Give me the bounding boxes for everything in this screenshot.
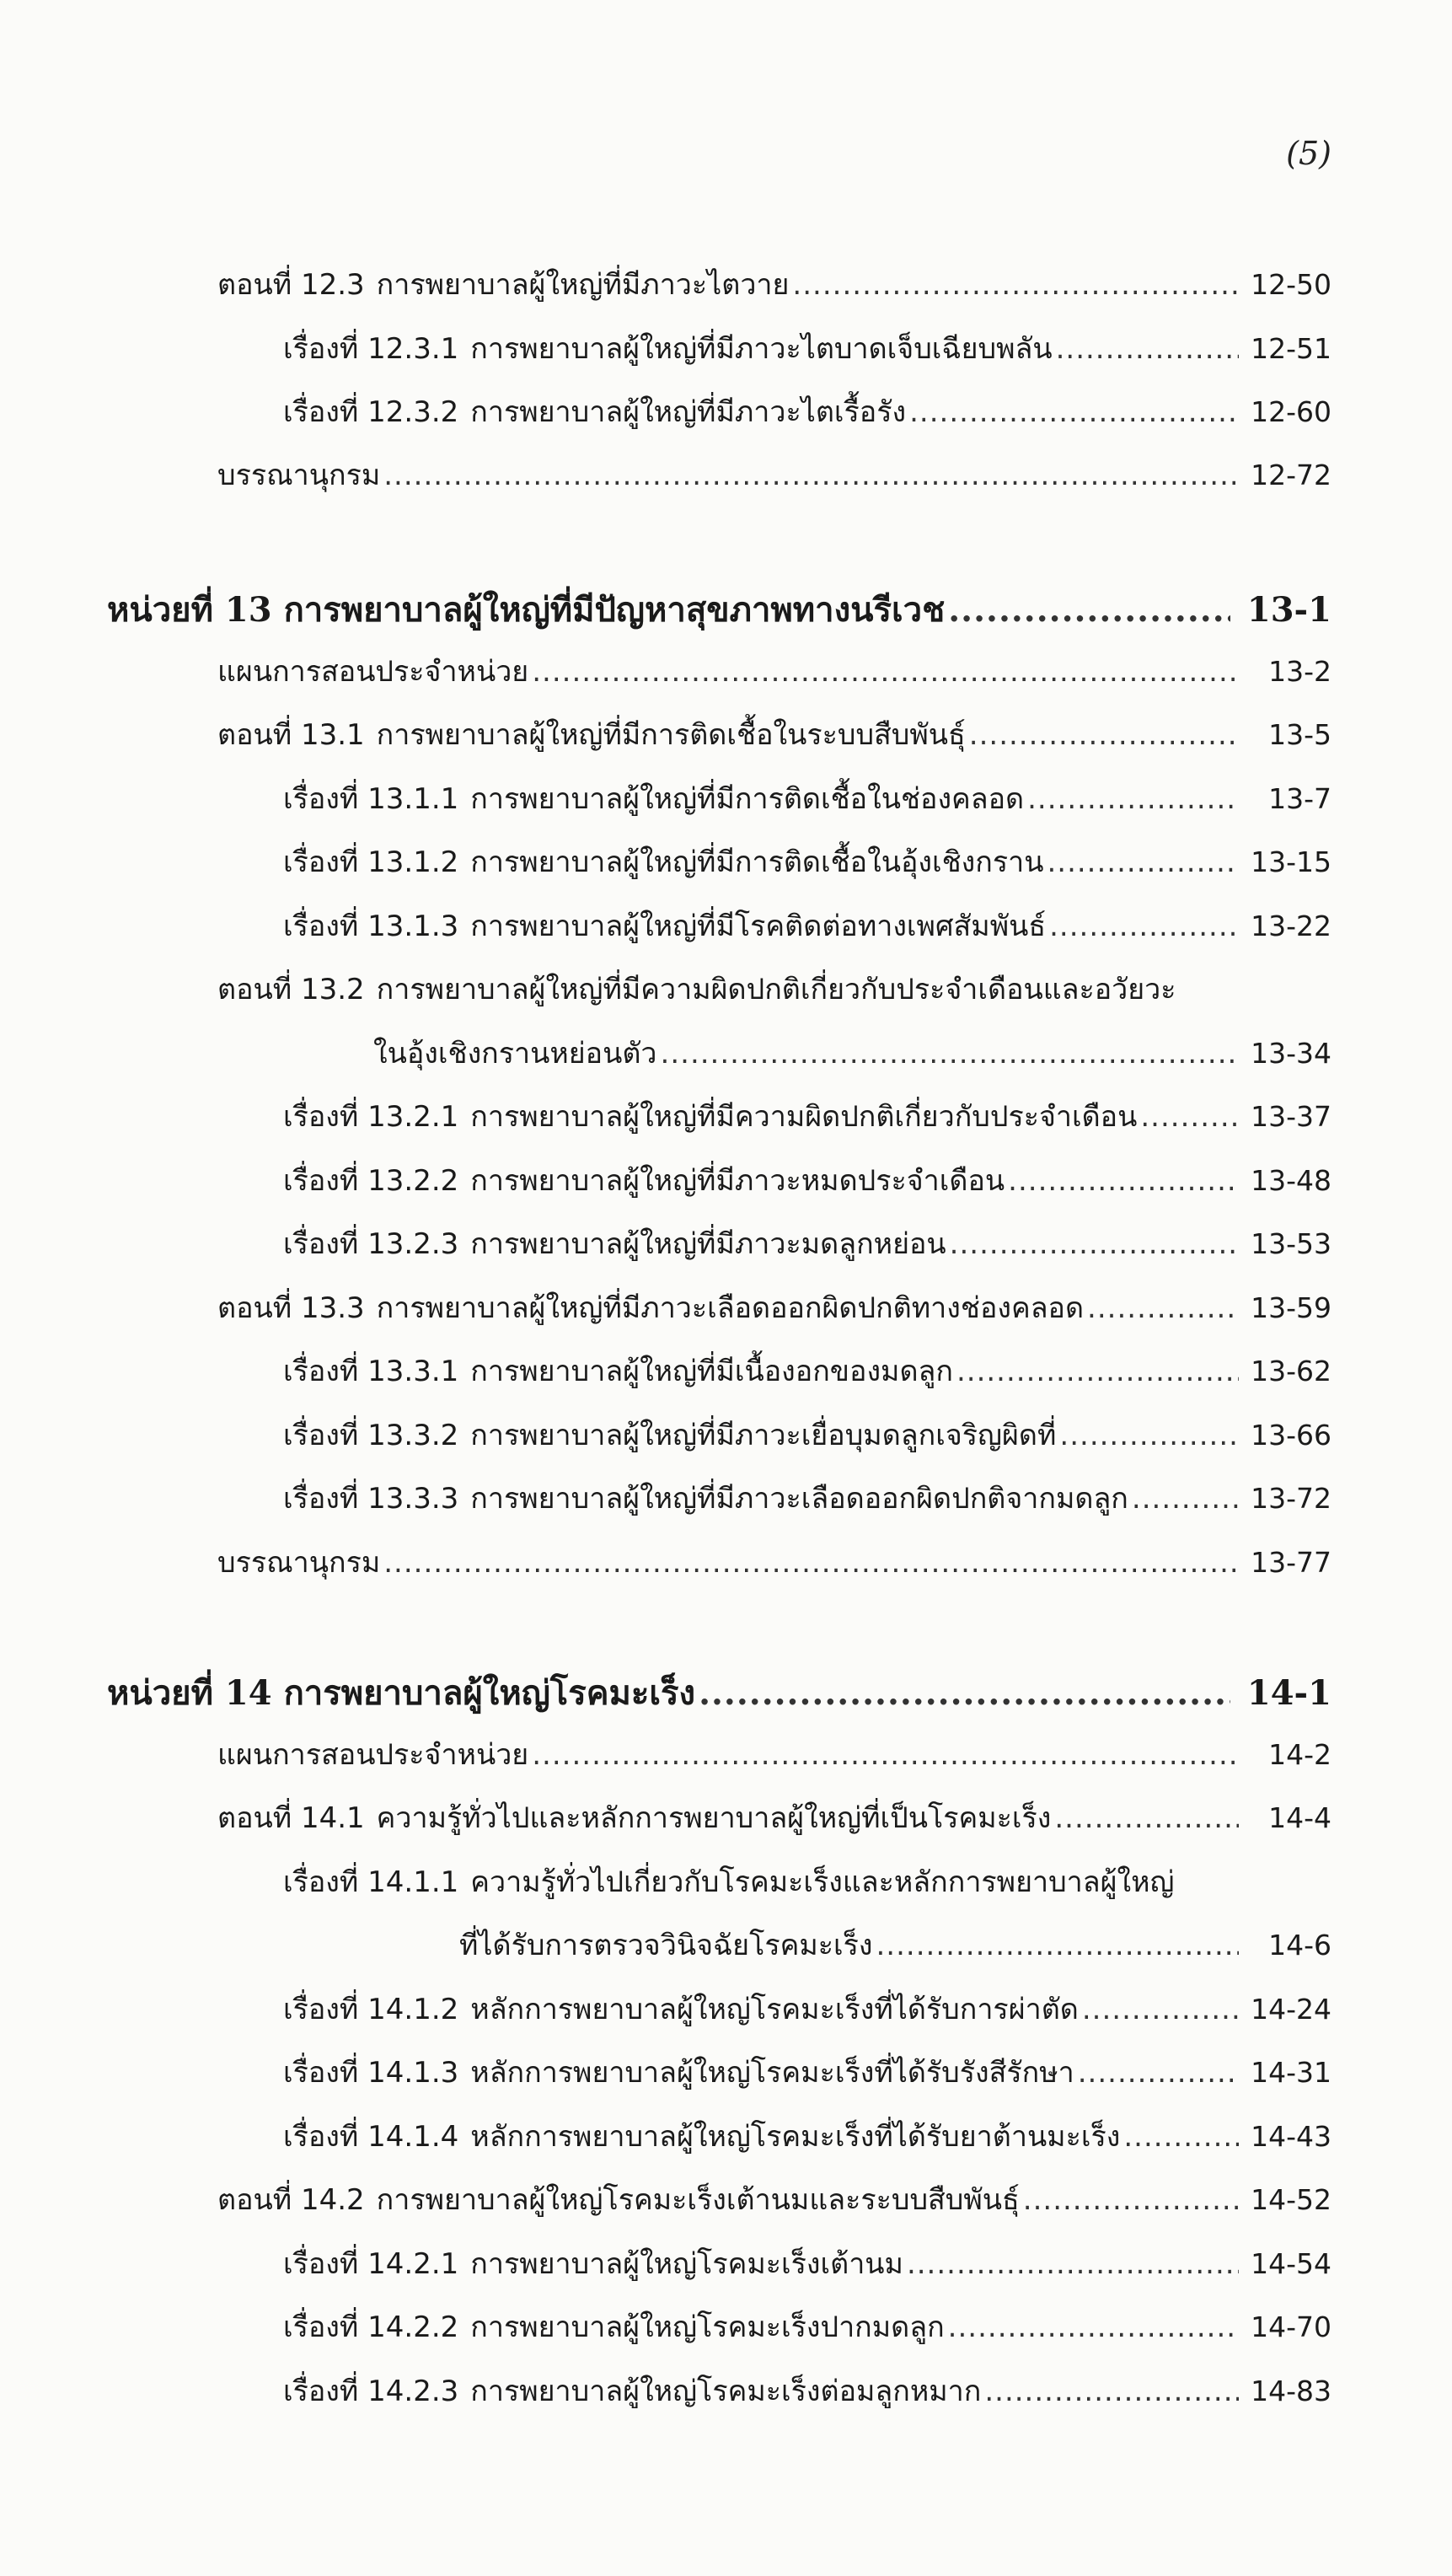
toc-title: การพยาบาลผู้ใหญ่โรคมะเร็งต่อมลูกหมาก	[470, 2375, 982, 2408]
toc-title: การพยาบาลผู้ใหญ่ที่มีภาวะมดลูกหย่อน	[470, 1227, 946, 1261]
toc-label: หน่วยที่ 13	[107, 590, 272, 630]
toc-leader	[532, 1735, 1239, 1775]
toc-label: เรื่องที่ 14.1.2	[283, 1993, 459, 2026]
toc-entry-topic[interactable]	[283, 1862, 1331, 1902]
toc-leader	[1047, 842, 1239, 883]
toc-title: ความรู้ทั่วไปและหลักการพยาบาลผู้ใหญ่ที่เป็นโรคมะเร็ง	[376, 1801, 1052, 1835]
toc-entry-section[interactable]	[217, 715, 1331, 755]
toc-page: 13-62	[1251, 1355, 1331, 1387]
toc-leader	[1023, 2180, 1239, 2220]
toc-page: 13-72	[1251, 1482, 1331, 1515]
toc-page: 13-5	[1268, 718, 1331, 751]
toc-title: การพยาบาลผู้ใหญ่โรคมะเร็งเต้านมและระบบสืบพันธุ์	[376, 2183, 1020, 2217]
toc-label: เรื่องที่ 13.1.1	[283, 782, 459, 816]
toc-entry-section[interactable]	[217, 1798, 1331, 1838]
toc-leader	[907, 2244, 1239, 2284]
toc-page: 13-59	[1251, 1291, 1331, 1324]
toc-leader	[948, 587, 1230, 634]
toc-title: บรรณานุกรม	[217, 1546, 381, 1580]
toc-page: 13-34	[1251, 1037, 1331, 1070]
toc-title: การพยาบาลผู้ใหญ่ที่มีปัญหาสุขภาพทางนรีเวช	[283, 590, 946, 630]
toc-title: หลักการพยาบาลผู้ใหญ่โรคมะเร็งที่ได้รับยาต้านมะเร็ง	[470, 2120, 1121, 2154]
toc-leader	[1054, 1798, 1239, 1838]
toc-page: 13-48	[1251, 1164, 1331, 1197]
toc-label: ตอนที่ 13.2	[217, 973, 365, 1006]
toc-entry-unit[interactable]	[107, 587, 1331, 634]
toc-entry-bibliography[interactable]	[217, 455, 1331, 496]
toc-title: การพยาบาลผู้ใหญ่ที่มีการติดเชื้อในอุ้งเชิงกราน	[470, 845, 1044, 879]
toc-entry-section[interactable]	[217, 265, 1331, 305]
toc-entry-section[interactable]	[217, 969, 1331, 1010]
toc-entry-topic[interactable]	[283, 2117, 1331, 2157]
toc-entry-topic[interactable]	[283, 1161, 1331, 1201]
toc-entry-topic[interactable]	[283, 1415, 1331, 1456]
toc-label: เรื่องที่ 14.1.1	[283, 1865, 459, 1899]
toc-page: 13-37	[1251, 1100, 1331, 1133]
toc-page: 14-70	[1251, 2310, 1331, 2343]
toc-title: การพยาบาลผู้ใหญ่ที่มีภาวะเลือดออกผิดปกติจากมดลูก	[470, 1482, 1128, 1516]
toc-page: 14-24	[1251, 1993, 1331, 2026]
toc-page: 14-83	[1251, 2375, 1331, 2407]
toc-leader	[1049, 906, 1239, 947]
toc-page: 12-50	[1251, 268, 1331, 301]
toc-leader	[876, 1925, 1240, 1966]
toc-title: การพยาบาลผู้ใหญ่ที่มีโรคติดต่อทางเพศสัมพันธ์	[470, 910, 1047, 943]
toc-title: การพยาบาลผู้ใหญ่ที่มีการติดเชื้อในระบบสืบพันธุ์	[376, 718, 966, 752]
toc-entry-continuation[interactable]	[459, 1925, 1331, 1966]
toc-title: หลักการพยาบาลผู้ใหญ่โรคมะเร็งที่ได้รับรังสีรักษา	[470, 2056, 1074, 2090]
toc-leader	[984, 2371, 1239, 2412]
toc-leader	[661, 1033, 1239, 1074]
toc-leader	[532, 652, 1239, 692]
toc-title: การพยาบาลผู้ใหญ่ที่มีภาวะไตเรื้อรัง	[470, 395, 907, 429]
toc-leader	[1056, 329, 1239, 369]
toc-entry-topic[interactable]	[283, 2371, 1331, 2412]
toc-label: ตอนที่ 14.2	[217, 2183, 365, 2217]
toc-label: เรื่องที่ 12.3.2	[283, 395, 459, 429]
toc-leader	[909, 392, 1239, 432]
toc-label: เรื่องที่ 14.2.2	[283, 2310, 459, 2344]
toc-leader	[1059, 1415, 1239, 1456]
toc-entry-topic[interactable]	[283, 2053, 1331, 2093]
toc-leader	[1008, 1161, 1239, 1201]
toc-entry-topic[interactable]	[283, 329, 1331, 369]
toc-leader	[948, 2307, 1239, 2348]
toc-entry-topic[interactable]	[283, 842, 1331, 883]
toc-entry-unit[interactable]	[107, 1670, 1331, 1717]
toc-page: 14-1	[1246, 1673, 1331, 1713]
toc-page: 12-51	[1251, 332, 1331, 365]
toc-title: แผนการสอนประจำหน่วย	[217, 1738, 529, 1772]
toc-label: ตอนที่ 13.1	[217, 718, 365, 752]
toc-title: การพยาบาลผู้ใหญ่โรคมะเร็ง	[283, 1673, 696, 1713]
toc-entry-topic[interactable]	[283, 392, 1331, 432]
toc-page: 14-54	[1251, 2247, 1331, 2280]
toc-label: เรื่องที่ 13.2.3	[283, 1227, 459, 1261]
toc-entry-section[interactable]	[217, 2180, 1331, 2220]
toc-title: การพยาบาลผู้ใหญ่ที่มีเนื้องอกของมดลูก	[470, 1355, 953, 1388]
toc-page: 14-4	[1268, 1801, 1331, 1834]
toc-leader	[1132, 1479, 1239, 1519]
toc-page: 13-15	[1251, 845, 1331, 878]
toc-page: 14-6	[1268, 1929, 1331, 1962]
toc-entry-topic[interactable]	[283, 2244, 1331, 2284]
toc-page: 13-66	[1251, 1419, 1331, 1452]
toc-title: การพยาบาลผู้ใหญ่ที่มีภาวะเลือดออกผิดปกติทางช่องคลอด	[376, 1291, 1085, 1325]
page-number: (5)	[1286, 135, 1331, 172]
toc-entry-topic[interactable]	[283, 779, 1331, 819]
toc-entry-continuation[interactable]	[373, 1033, 1331, 1074]
toc-entry-topic[interactable]	[283, 2307, 1331, 2348]
toc-leader	[792, 265, 1239, 305]
toc-entry-teaching-plan[interactable]	[217, 652, 1331, 692]
toc-label: เรื่องที่ 14.2.1	[283, 2247, 459, 2281]
toc-leader	[1123, 2117, 1239, 2157]
toc-entry-topic[interactable]	[283, 1224, 1331, 1264]
toc-page: 14-31	[1251, 2056, 1331, 2089]
toc-label: ตอนที่ 12.3	[217, 268, 365, 302]
toc-leader	[699, 1670, 1230, 1717]
toc-title: การพยาบาลผู้ใหญ่โรคมะเร็งเต้านม	[470, 2247, 903, 2281]
toc-title: การพยาบาลผู้ใหญ่ที่มีภาวะเยื่อบุมดลูกเจริญผิดที่	[470, 1419, 1057, 1452]
toc-leader	[956, 1351, 1239, 1392]
toc-page: 14-2	[1268, 1738, 1331, 1771]
toc-title: การพยาบาลผู้ใหญ่ที่มีความผิดปกติเกี่ยวกับประจำเดือนและอวัยวะ	[376, 973, 1176, 1006]
toc-title: การพยาบาลผู้ใหญ่ที่มีความผิดปกติเกี่ยวกับประจำเดือน	[470, 1100, 1138, 1134]
toc-label: เรื่องที่ 14.1.3	[283, 2056, 459, 2090]
toc-entry-topic[interactable]	[283, 1351, 1331, 1392]
toc-page: 13-1	[1246, 590, 1331, 630]
toc-title: แผนการสอนประจำหน่วย	[217, 655, 529, 689]
toc-label: หน่วยที่ 14	[107, 1673, 272, 1713]
toc-label: เรื่องที่ 12.3.1	[283, 332, 459, 366]
toc-page: 14-52	[1251, 2183, 1331, 2216]
toc-page: 13-77	[1251, 1546, 1331, 1579]
toc-leader	[1082, 1989, 1239, 2030]
toc-label: เรื่องที่ 13.1.3	[283, 910, 459, 943]
toc-label: เรื่องที่ 13.1.2	[283, 845, 459, 879]
toc-label: ตอนที่ 14.1	[217, 1801, 365, 1835]
toc-page: 12-60	[1251, 395, 1331, 428]
toc-title: ที่ได้รับการตรวจวินิจฉัยโรคมะเร็ง	[459, 1929, 873, 1962]
toc-leader	[383, 455, 1239, 496]
toc-label: เรื่องที่ 14.2.3	[283, 2375, 459, 2408]
toc-label: เรื่องที่ 13.2.1	[283, 1100, 459, 1134]
toc-label: เรื่องที่ 13.3.2	[283, 1419, 459, 1452]
toc-title: บรรณานุกรม	[217, 459, 381, 492]
toc-leader	[969, 715, 1239, 755]
toc-entry-topic[interactable]	[283, 1097, 1331, 1137]
toc-leader	[1087, 1288, 1239, 1328]
toc-label: เรื่องที่ 13.3.3	[283, 1482, 459, 1516]
toc-page: 14-43	[1251, 2120, 1331, 2153]
toc-title: การพยาบาลผู้ใหญ่ที่มีภาวะไตวาย	[376, 268, 790, 302]
toc-page: 13-53	[1251, 1227, 1331, 1260]
toc-title: หลักการพยาบาลผู้ใหญ่โรคมะเร็งที่ได้รับการผ่าตัด	[470, 1993, 1079, 2026]
toc-entry-topic[interactable]	[283, 1989, 1331, 2030]
toc-leader	[1078, 2053, 1239, 2093]
toc-page: 13-7	[1268, 782, 1331, 815]
toc-entry-teaching-plan[interactable]	[217, 1735, 1331, 1775]
toc-title: การพยาบาลผู้ใหญ่โรคมะเร็งปากมดลูก	[470, 2310, 945, 2344]
toc-title: การพยาบาลผู้ใหญ่ที่มีภาวะหมดประจำเดือน	[470, 1164, 1005, 1198]
toc-leader	[1027, 779, 1239, 819]
toc-leader	[1140, 1097, 1239, 1137]
toc-page: 12-72	[1251, 459, 1331, 491]
toc-page: 13-22	[1251, 910, 1331, 942]
toc-entry-section[interactable]	[217, 1288, 1331, 1328]
toc-leader	[383, 1543, 1239, 1583]
toc-title: การพยาบาลผู้ใหญ่ที่มีภาวะไตบาดเจ็บเฉียบพลัน	[470, 332, 1053, 366]
toc-label: เรื่องที่ 14.1.4	[283, 2120, 459, 2154]
toc-label: เรื่องที่ 13.3.1	[283, 1355, 459, 1388]
toc-leader	[950, 1224, 1239, 1264]
toc-title: ในอุ้งเชิงกรานหย่อนตัว	[373, 1037, 657, 1071]
toc-title: ความรู้ทั่วไปเกี่ยวกับโรคมะเร็งและหลักการพยาบาลผู้ใหญ่	[470, 1865, 1175, 1899]
toc-label: ตอนที่ 13.3	[217, 1291, 365, 1325]
toc-page: 13-2	[1268, 655, 1331, 688]
toc-title: การพยาบาลผู้ใหญ่ที่มีการติดเชื้อในช่องคลอด	[470, 782, 1025, 816]
toc-entry-topic[interactable]	[283, 906, 1331, 947]
toc-entry-topic[interactable]	[283, 1479, 1331, 1519]
toc-entry-bibliography[interactable]	[217, 1543, 1331, 1583]
toc-label: เรื่องที่ 13.2.2	[283, 1164, 459, 1198]
